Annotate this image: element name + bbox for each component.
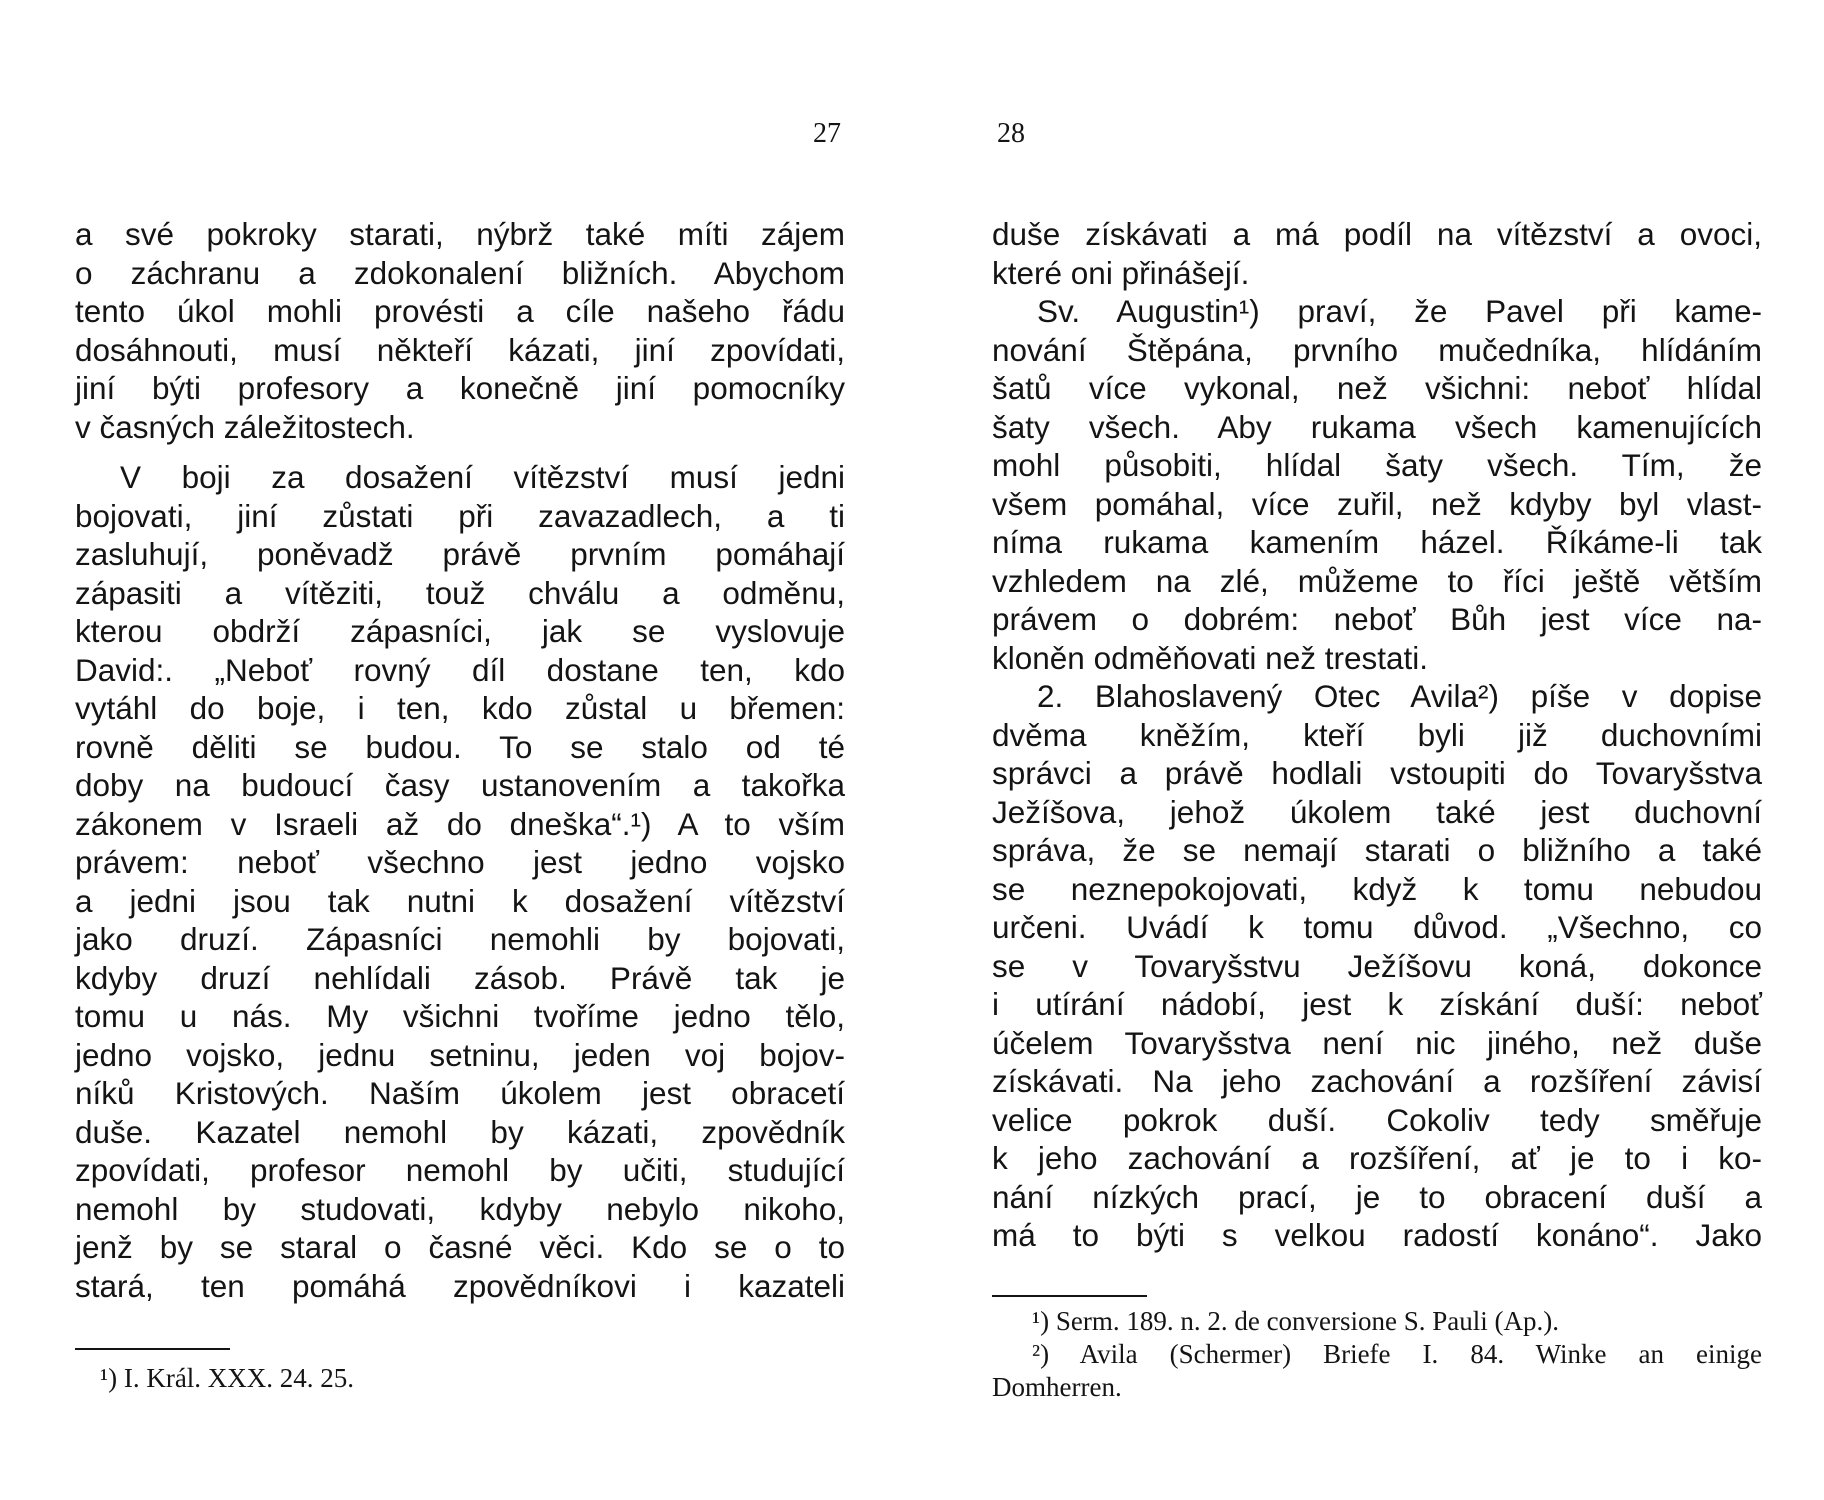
text-line: dvěma kněžím, kteří byli již duchovními <box>992 716 1762 753</box>
text-line: doby na budoucí časy ustanovením a takořka <box>75 767 845 803</box>
text-line: tento úkol mohli provésti a cíle našeho řádu <box>75 293 845 329</box>
text-line: jedno vojsko, jednu setninu, jeden voj bojov- <box>75 1036 845 1073</box>
text-line: určeni. Uvádí k tomu důvod. „Všechno, co <box>992 909 1762 945</box>
text-line: Ježíšova, jehož úkolem také jest duchovní <box>992 793 1762 830</box>
footnote: ¹) Serm. 189. n. 2. de conversione S. Pauli (Ap.). <box>1032 1306 1560 1336</box>
text-line: jenž by se staral o časné věci. Kdo se o to <box>75 1229 845 1265</box>
text-line: tomu u nás. My všichni tvoříme jedno tělo, <box>75 998 845 1034</box>
text-line: zápasiti a vítěziti, touž chválu a odměnu, <box>75 574 845 611</box>
text-line: a jedni jsou tak nutni k dosažení vítězství <box>75 882 845 919</box>
text-line: právem: neboť všechno jest jedno vojsko <box>75 844 845 880</box>
text-line: má to býti s velkou radostí konáno“. Jako <box>992 1217 1762 1253</box>
text-line: účelem Tovaryšstva není nic jiného, než duše <box>992 1024 1762 1061</box>
text-line: které oni přinášejí. <box>992 254 1250 291</box>
text-line: duše. Kazatel nemohl by kázati, zpovědník <box>75 1113 845 1150</box>
text-line: velice pokrok duší. Cokoliv tedy směřuje <box>992 1101 1762 1138</box>
text-line: bojovati, jiní zůstati při zavazadlech, a ti <box>75 497 845 534</box>
text-line: dosáhnouti, musí někteří kázati, jiní zpovídati, <box>75 331 845 368</box>
footnote: ²) Avila (Schermer) Briefe I. 84. Winke an einige <box>1032 1339 1762 1369</box>
page-number: 28 <box>997 118 1025 149</box>
text-line: v časných záležitostech. <box>75 408 415 445</box>
text-line: duše získávati a má podíl na vítězství a ovoci, <box>992 216 1762 252</box>
text-line: níma rukama kamením házel. Říkáme-li tak <box>992 524 1762 560</box>
text-line: vytáhl do boje, i ten, kdo zůstal u břemen: <box>75 690 845 726</box>
body-text <box>992 215 1762 1255</box>
text-line: o záchranu a zdokonalení bližních. Abychom <box>75 254 845 291</box>
page-number: 27 <box>813 118 841 149</box>
text-line: níků Kristových. Naším úkolem jest obracetí <box>75 1075 845 1111</box>
footnotes <box>100 1362 870 1395</box>
text-line: zpovídati, profesor nemohl by učiti, studující <box>75 1152 845 1188</box>
text-line: jiní býti profesory a konečně jiní pomocníky <box>75 370 845 406</box>
text-line: právem o dobrém: neboť Bůh jest více na- <box>992 601 1762 637</box>
footnote-divider <box>75 1348 230 1350</box>
text-line: se neznepokojovati, když k tomu nebudou <box>992 870 1762 907</box>
text-line: zasluhují, poněvadž právě prvním pomáhají <box>75 536 845 572</box>
text-line: nání nízkých prací, je to obracení duší a <box>992 1178 1762 1215</box>
text-line: šatů více vykonal, než všichni: neboť hlídal <box>992 370 1762 406</box>
footnote: Domherren. <box>992 1372 1122 1402</box>
text-line: se v Tovaryšstvu Ježíšovu koná, dokonce <box>992 947 1762 984</box>
text-line: kloněn odměňovati než trestati. <box>992 639 1429 676</box>
text-line: všem pomáhal, více zuřil, než kdyby byl vlast- <box>992 485 1762 522</box>
text-line: kdyby druzí nehlídali zásob. Právě tak je <box>75 959 845 996</box>
footnote-divider <box>992 1295 1147 1297</box>
text-line: nemohl by studovati, kdyby nebylo nikoho, <box>75 1190 845 1227</box>
text-line: Sv. Augustin¹) praví, že Pavel při kame- <box>1037 293 1762 329</box>
text-line: rovně děliti se budou. To se stalo od té <box>75 728 845 765</box>
text-line: správci a právě hodlali vstoupiti do Tovaryšstva <box>992 755 1762 791</box>
text-line: V boji za dosažení vítězství musí jedni <box>120 459 845 495</box>
text-line: kterou obdrží zápasníci, jak se vyslovuje <box>75 613 845 649</box>
text-line: zákonem v Israeli až do dneška“.¹) A to vším <box>75 805 845 842</box>
text-line: nování Štěpána, prvního mučedníka, hlídáním <box>992 331 1762 368</box>
text-line: 2. Blahoslavený Otec Avila²) píše v dopise <box>1037 678 1762 714</box>
text-line: šaty všech. Aby rukama všech kamenujících <box>992 408 1762 445</box>
text-line: správa, že se nemají starati o bližního a také <box>992 832 1762 868</box>
text-line: David:. „Neboť rovný díl dostane ten, kdo <box>75 651 845 688</box>
text-line: vzhledem na zlé, můžeme to říci ještě větším <box>992 562 1762 599</box>
footnote: ¹) I. Král. XXX. 24. 25. <box>100 1363 355 1393</box>
text-line: získávati. Na jeho zachování a rozšíření závisí <box>992 1063 1762 1099</box>
text-line: mohl působiti, hlídal šaty všech. Tím, že <box>992 447 1762 483</box>
footnotes <box>992 1305 1762 1404</box>
text-line: k jeho zachování a rozšíření, ať je to i ko- <box>992 1140 1762 1176</box>
text-line: a své pokroky starati, nýbrž také míti zájem <box>75 216 845 252</box>
text-line: jako druzí. Zápasníci nemohli by bojovati, <box>75 921 845 957</box>
text-line: stará, ten pomáhá zpovědníkovi i kazateli <box>75 1267 845 1304</box>
body-text <box>75 215 845 1305</box>
text-line: i utírání nádobí, jest k získání duší: neboť <box>992 986 1762 1022</box>
